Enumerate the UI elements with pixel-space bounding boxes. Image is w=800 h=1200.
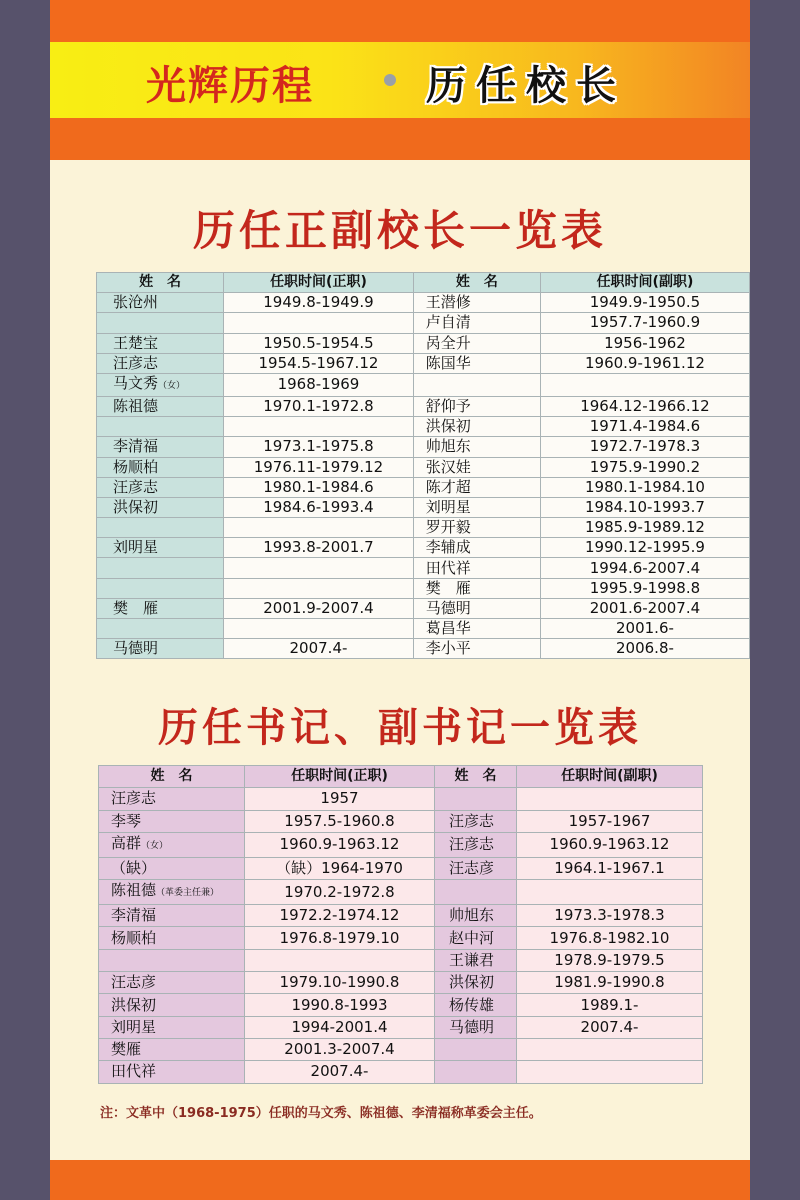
deputy-term-cell: 1975.9-1990.2 — [540, 457, 749, 477]
name-cell: 马文秀（女） — [97, 373, 224, 396]
secretary-row — [99, 1016, 703, 1038]
deputy-term-cell: 1972.7-1978.3 — [540, 437, 749, 457]
name-cell — [97, 518, 224, 538]
term-cell — [224, 578, 414, 598]
secretary-row — [99, 832, 703, 857]
deputy-term-cell: 1957-1967 — [517, 810, 703, 832]
deputy-name-cell: 刘明星 — [413, 497, 540, 517]
name-cell — [97, 313, 224, 333]
deputy-term-cell: 1949.9-1950.5 — [540, 293, 749, 313]
deputy-term-cell: 1960.9-1961.12 — [540, 353, 749, 373]
principals-header-row — [97, 273, 750, 293]
principal-row — [97, 497, 750, 517]
deputy-name-cell: 呙全升 — [413, 333, 540, 353]
term-cell — [224, 558, 414, 578]
name-cell: 刘明星 — [97, 538, 224, 558]
deputy-name-cell: 樊 雁 — [413, 578, 540, 598]
deputy-term-cell: 1976.8-1982.10 — [517, 927, 703, 949]
term-cell: 1979.10-1990.8 — [245, 972, 435, 994]
deputy-name-cell — [435, 788, 517, 810]
name-cell: 樊雁 — [99, 1038, 245, 1060]
term-cell: 1970.2-1972.8 — [245, 880, 435, 905]
term-cell: 2001.3-2007.4 — [245, 1038, 435, 1060]
secretary-row — [99, 927, 703, 949]
secretary-row — [99, 788, 703, 810]
deputy-term-cell: 1978.9-1979.5 — [517, 949, 703, 971]
principals-header-term: 任职时间(正职) — [224, 273, 414, 293]
deputy-name-cell: 汪彦志 — [435, 810, 517, 832]
deputy-name-cell: 王谦君 — [435, 949, 517, 971]
term-cell: 1984.6-1993.4 — [224, 497, 414, 517]
name-cell: （缺） — [99, 857, 245, 879]
header-bottom-band — [50, 118, 750, 160]
secretary-row — [99, 972, 703, 994]
deputy-term-cell: 1990.12-1995.9 — [540, 538, 749, 558]
deputy-name-cell — [413, 373, 540, 396]
deputy-name-cell: 陈才超 — [413, 477, 540, 497]
bottom-band — [50, 1160, 750, 1200]
footnote: 注：文革中（1968-1975）任职的马文秀、陈祖德、李清福称革委会主任。 — [100, 1106, 542, 1121]
term-cell: 1994-2001.4 — [245, 1016, 435, 1038]
secretary-row — [99, 810, 703, 832]
name-cell: 张沧州 — [97, 293, 224, 313]
deputy-term-cell — [540, 373, 749, 396]
principal-row — [97, 619, 750, 639]
secretaries-header-name: 姓 名 — [99, 766, 245, 788]
principal-row — [97, 518, 750, 538]
name-cell: 洪保初 — [99, 994, 245, 1016]
term-cell: 1970.1-1972.8 — [224, 396, 414, 416]
secretary-row — [99, 994, 703, 1016]
principal-row — [97, 396, 750, 416]
deputy-name-cell: 卢自清 — [413, 313, 540, 333]
name-cell: 洪保初 — [97, 497, 224, 517]
principals-header-term-deputy: 任职时间(副职) — [540, 273, 749, 293]
deputy-term-cell: 1956-1962 — [540, 333, 749, 353]
deputy-name-cell: 马德明 — [413, 598, 540, 618]
deputy-term-cell: 1985.9-1989.12 — [540, 518, 749, 538]
deputy-term-cell: 1981.9-1990.8 — [517, 972, 703, 994]
deputy-name-cell: 李小平 — [413, 639, 540, 659]
header-banner — [50, 42, 750, 118]
deputy-name-cell: 张汉娃 — [413, 457, 540, 477]
term-cell: 1990.8-1993 — [245, 994, 435, 1016]
deputy-term-cell: 1964.1-1967.1 — [517, 857, 703, 879]
term-cell: 1949.8-1949.9 — [224, 293, 414, 313]
secretaries-header-term: 任职时间(正职) — [245, 766, 435, 788]
term-cell — [224, 518, 414, 538]
name-cell: 田代祥 — [99, 1061, 245, 1083]
principal-row — [97, 558, 750, 578]
principal-row — [97, 639, 750, 659]
female-note: （女） — [141, 840, 169, 851]
secretary-row — [99, 880, 703, 905]
secretary-row — [99, 905, 703, 927]
name-cell: 刘明星 — [99, 1016, 245, 1038]
term-cell: （缺）1964-1970 — [245, 857, 435, 879]
term-cell: 1993.8-2001.7 — [224, 538, 414, 558]
deputy-name-cell: 罗开毅 — [413, 518, 540, 538]
principal-row — [97, 313, 750, 333]
term-cell: 1960.9-1963.12 — [245, 832, 435, 857]
deputy-name-cell — [435, 1061, 517, 1083]
name-cell — [97, 558, 224, 578]
principal-row — [97, 437, 750, 457]
secretaries-table — [98, 765, 703, 1084]
secretaries-header-row — [99, 766, 703, 788]
name-cell: 李清福 — [99, 905, 245, 927]
deputy-name-cell: 陈国华 — [413, 353, 540, 373]
deputy-term-cell: 1995.9-1998.8 — [540, 578, 749, 598]
secretaries-header-name-deputy: 姓 名 — [435, 766, 517, 788]
secretaries-section-title: 历任书记、副书记一览表 — [158, 705, 642, 751]
deputy-name-cell: 田代祥 — [413, 558, 540, 578]
name-cell — [97, 619, 224, 639]
principals-section-title: 历任正副校长一览表 — [192, 206, 607, 255]
secretary-row — [99, 857, 703, 879]
name-cell: 汪志彦 — [99, 972, 245, 994]
secretary-row — [99, 949, 703, 971]
name-cell: 陈祖德 — [97, 396, 224, 416]
female-note: （女） — [158, 380, 186, 391]
principal-row — [97, 373, 750, 396]
name-cell: 马德明 — [97, 639, 224, 659]
term-cell: 1972.2-1974.12 — [245, 905, 435, 927]
principal-row — [97, 293, 750, 313]
deputy-name-cell: 王潜修 — [413, 293, 540, 313]
header-title-right: 历任校长 — [426, 63, 626, 109]
term-cell: 2001.9-2007.4 — [224, 598, 414, 618]
name-cell: 汪彦志 — [97, 477, 224, 497]
name-cell: 樊 雁 — [97, 598, 224, 618]
principal-row — [97, 457, 750, 477]
poster-board — [50, 0, 750, 1200]
principals-header-name-deputy: 姓 名 — [413, 273, 540, 293]
principal-row — [97, 538, 750, 558]
deputy-term-cell: 1980.1-1984.10 — [540, 477, 749, 497]
deputy-name-cell: 李辅成 — [413, 538, 540, 558]
name-cell: 杨顺柏 — [97, 457, 224, 477]
name-cell: 李琴 — [99, 810, 245, 832]
name-cell: 高群（女） — [99, 832, 245, 857]
deputy-name-cell: 帅旭东 — [413, 437, 540, 457]
deputy-term-cell: 1973.3-1978.3 — [517, 905, 703, 927]
deputy-term-cell: 1994.6-2007.4 — [540, 558, 749, 578]
name-cell: 李清福 — [97, 437, 224, 457]
name-cell — [97, 578, 224, 598]
deputy-term-cell — [517, 1061, 703, 1083]
deputy-term-cell — [517, 788, 703, 810]
deputy-name-cell: 帅旭东 — [435, 905, 517, 927]
deputy-term-cell — [517, 880, 703, 905]
deputy-term-cell: 2007.4- — [517, 1016, 703, 1038]
deputy-name-cell: 杨传雄 — [435, 994, 517, 1016]
name-cell: 陈祖德（革委主任兼） — [99, 880, 245, 905]
deputy-name-cell: 马德明 — [435, 1016, 517, 1038]
term-cell — [224, 417, 414, 437]
top-band — [50, 0, 750, 42]
deputy-term-cell: 2001.6-2007.4 — [540, 598, 749, 618]
deputy-name-cell: 汪彦志 — [435, 832, 517, 857]
deputy-term-cell: 2001.6- — [540, 619, 749, 639]
term-cell: 1954.5-1967.12 — [224, 353, 414, 373]
principals-table — [96, 272, 750, 659]
name-cell: 杨顺柏 — [99, 927, 245, 949]
term-cell: 1976.8-1979.10 — [245, 927, 435, 949]
name-cell: 汪彦志 — [97, 353, 224, 373]
term-cell: 1950.5-1954.5 — [224, 333, 414, 353]
deputy-name-cell — [435, 880, 517, 905]
term-cell: 1980.1-1984.6 — [224, 477, 414, 497]
deputy-name-cell: 葛昌华 — [413, 619, 540, 639]
principal-row — [97, 598, 750, 618]
header-separator-dot — [384, 74, 396, 86]
deputy-term-cell: 1957.7-1960.9 — [540, 313, 749, 333]
term-cell: 2007.4- — [224, 639, 414, 659]
deputy-term-cell: 1960.9-1963.12 — [517, 832, 703, 857]
term-cell: 1957 — [245, 788, 435, 810]
deputy-term-cell: 1989.1- — [517, 994, 703, 1016]
principal-row — [97, 477, 750, 497]
deputy-name-cell: 洪保初 — [413, 417, 540, 437]
term-cell: 1973.1-1975.8 — [224, 437, 414, 457]
secretary-row — [99, 1061, 703, 1083]
deputy-term-cell — [517, 1038, 703, 1060]
deputy-term-cell: 1964.12-1966.12 — [540, 396, 749, 416]
term-cell: 2007.4- — [245, 1061, 435, 1083]
term-cell — [224, 313, 414, 333]
term-cell: 1968-1969 — [224, 373, 414, 396]
term-cell: 1976.11-1979.12 — [224, 457, 414, 477]
deputy-name-cell — [435, 1038, 517, 1060]
term-cell — [245, 949, 435, 971]
term-cell — [224, 619, 414, 639]
principal-row — [97, 578, 750, 598]
secretaries-header-term-deputy: 任职时间(副职) — [517, 766, 703, 788]
committee-note: （革委主任兼） — [156, 888, 220, 899]
principal-row — [97, 333, 750, 353]
principal-row — [97, 417, 750, 437]
deputy-term-cell: 1971.4-1984.6 — [540, 417, 749, 437]
deputy-term-cell: 2006.8- — [540, 639, 749, 659]
deputy-name-cell: 洪保初 — [435, 972, 517, 994]
principals-header-name: 姓 名 — [97, 273, 224, 293]
name-cell — [99, 949, 245, 971]
principal-row — [97, 353, 750, 373]
deputy-name-cell: 赵中河 — [435, 927, 517, 949]
term-cell: 1957.5-1960.8 — [245, 810, 435, 832]
header-title-left: 光辉历程 — [146, 62, 314, 109]
deputy-name-cell: 舒仰予 — [413, 396, 540, 416]
deputy-term-cell: 1984.10-1993.7 — [540, 497, 749, 517]
name-cell: 汪彦志 — [99, 788, 245, 810]
deputy-name-cell: 汪志彦 — [435, 857, 517, 879]
name-cell: 王楚宝 — [97, 333, 224, 353]
name-cell — [97, 417, 224, 437]
secretary-row — [99, 1038, 703, 1060]
